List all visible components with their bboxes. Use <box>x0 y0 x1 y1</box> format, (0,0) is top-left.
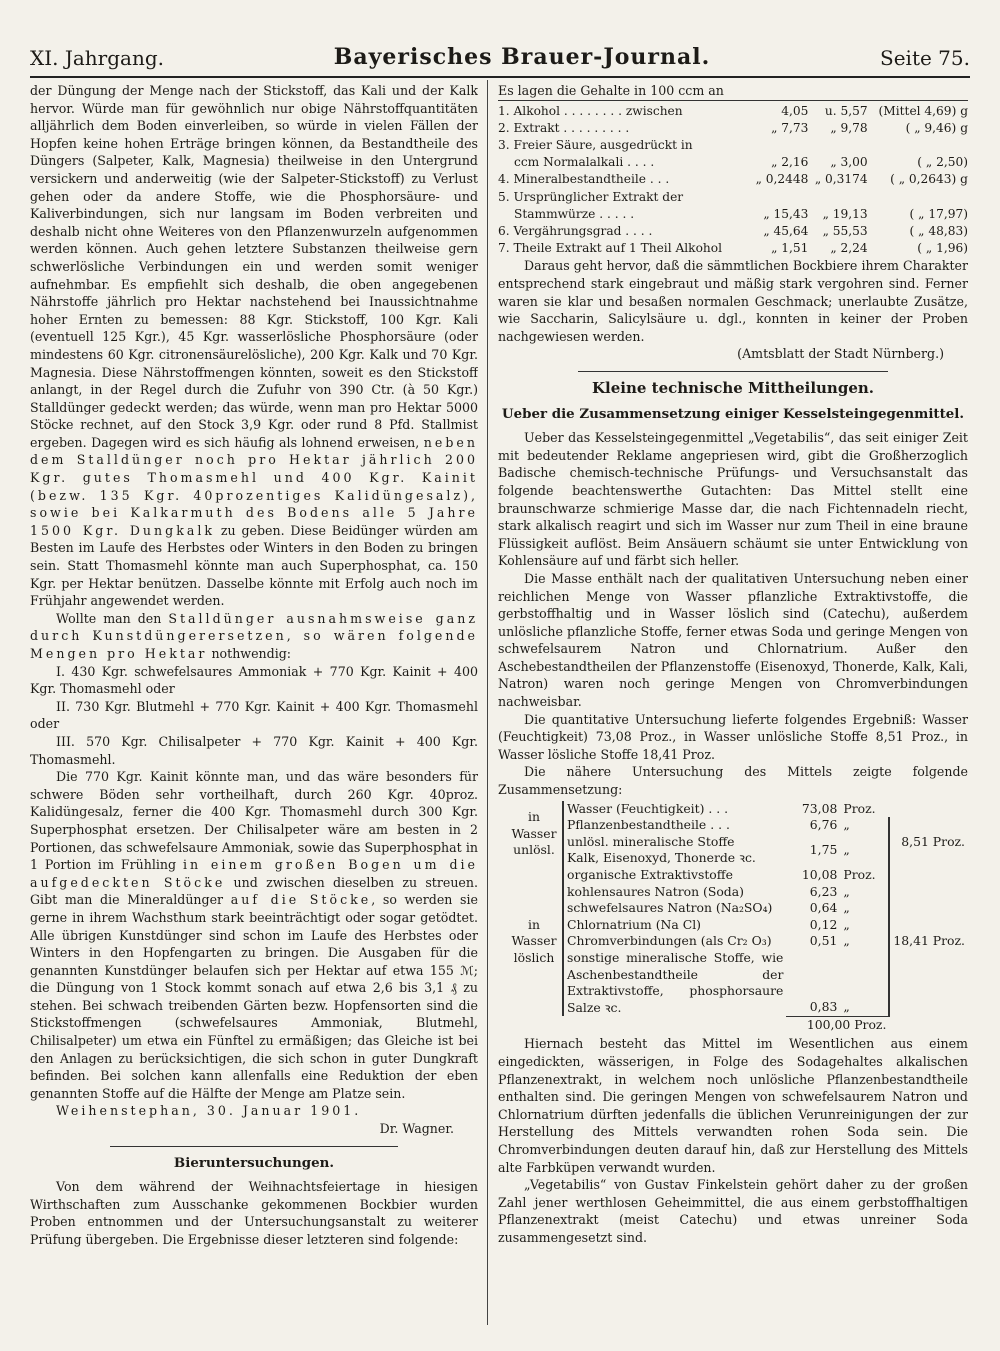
row-value <box>868 137 968 154</box>
row-value <box>749 189 808 206</box>
row-value: 0,83 <box>809 999 838 1015</box>
group-label: in Wasser löslich <box>511 916 557 965</box>
row-value: „ 3,00 <box>830 155 868 170</box>
row-value: „ 7,73 <box>771 120 809 135</box>
table-row <box>498 206 968 223</box>
row-value: ( „ 48,83) <box>909 224 968 239</box>
section-heading: Bieruntersuchungen. <box>173 1154 335 1171</box>
row-value: 6,76 <box>809 817 838 833</box>
row-label: sonstige mineralische Stoffe, wie Aschenbestandtheile der Extraktivstoffe, phosphorsaure Salze ꝛc. <box>563 950 786 1016</box>
row-label: 1. Alkohol . . . . . . . . zwischen <box>498 103 683 118</box>
row-label: 4. Mineralbestandtheile . . . <box>498 172 670 187</box>
row-value: „ 55,53 <box>822 224 868 239</box>
right-column <box>498 82 968 1323</box>
row-value: „ 2,16 <box>771 155 809 170</box>
table-caption: Es lagen die Gehalte in 100 ccm an <box>498 82 968 101</box>
row-value: ( „ 2,50) <box>917 155 968 170</box>
row-value: 10,08 <box>801 867 838 883</box>
row-value: 6,23 <box>809 883 838 899</box>
row-label: Pflanzenbestandtheile . . . <box>563 817 786 834</box>
paragraph: Daraus geht hervor, daß die sämmtlichen Bockbiere ihrem Charakter entsprechend stark eingebraut und mäßig stark vergohren sind. Ferner waren sie klar und besaßen normalen Geschmack; unerlaubte Zusätze, wie Saccharin, Salicylsäure u. dgl., konnten in keiner der Proben nachgewiesen werden. <box>498 258 968 344</box>
row-unit: Proz. <box>840 867 889 884</box>
row-unit: „ <box>840 817 889 834</box>
page-number: Seite 75. <box>880 46 970 70</box>
row-label: 5. Ursprünglicher Extrakt der <box>498 189 684 204</box>
author-signature: Dr. Wagner. <box>379 1121 454 1137</box>
beer-analysis-table <box>498 103 968 258</box>
page-header <box>30 36 970 78</box>
row-value: ( „ 9,46) g <box>905 120 968 135</box>
paragraph: „Vegetabilis“ von Gustav Finkelstein gehört daher zu der großen Zahl jener werthlosen Geheimmittel, die aus einem gerbstoffhaltigen Pflanzenextrakt (meist Catechu) und etwas unreiner Soda zusammengesetzt sind. <box>498 1177 968 1245</box>
row-label: 6. Vergährungsgrad . . . . <box>498 224 653 239</box>
row-value: (Mittel 4,69) g <box>878 103 968 118</box>
row-label: Chromverbindungen (als Cr₂ O₃) <box>563 933 786 950</box>
paragraph: Die nähere Untersuchung des Mittels zeigte folgende Zusammensetzung: <box>498 764 968 798</box>
table-row <box>506 817 968 834</box>
row-value: „ 1,51 <box>771 241 809 256</box>
group-sum: 8,51 Proz. <box>901 833 965 849</box>
section-subheading: Ueber die Zusammensetzung einiger Kesselsteingegenmittel. <box>501 405 965 422</box>
paragraph: Die 770 Kgr. Kainit könnte man, und das wäre besonders für schwere Böden sehr vortheilhaft, durch 260 Kgr. 40proz. Kalidüngesalz, ferner die 400 Kgr. Thomasmehl durch 300 Kgr. Superphosphat ersetzen. Der Chilisalpeter wäre am besten in 2 Portionen, das schwefelsaure Ammoniak, sowie das Superphosphat in 1 Portion im Frühling in einem großen Bogen um die aufgedeckten Stöcke und zwischen dieselben zu streuen. Gibt man die Mineraldünger auf die Stöcke, so werden sie gerne in ihrem Wachsthum stark beeinträchtigt oder sogar getödtet. Alle übrigen Kunstdünger sind schon im Laufe des Herbstes oder Winters in den Hopfengarten zu bringen. Die Ausgaben für die genannten Kunstdünger belaufen sich per Hektar auf etwa 155 ℳ; die Düngung von 1 Stock kommt sonach auf etwa 2,6 bis 3,1 ₰ zu stehen. Bei schwach treibenden Gärten bezw. Hopfensorten sind die Stickstoffmengen (schwefelsaures Ammoniak, Blutmehl, Chilisalpeter) um etwa ein Fünftel zu ermäßigen; das Gleiche ist bei den Anlagen zu berücksichtigen, die sich schon in guter Dungkraft befinden. Bei solchen kann allenfalls eine Reduktion der eben genannten Stoffe auf die Hälfte der Menge am Platze sein. <box>30 769 478 1101</box>
paragraph: Von dem während der Weihnachtsfeiertage in hiesigen Wirthschaften zum Ausschanke gekommenen Bockbier wurden Proben entnommen und der Untersuchungsanstalt zu weiterer Prüfung übergeben. Die Ergebnisse dieser letzteren sind folgende: <box>30 1179 478 1247</box>
row-value: ( „ 0,2643) g <box>890 172 968 187</box>
row-unit: Proz. <box>843 800 876 816</box>
group-sum: 18,41 Proz. <box>893 933 965 949</box>
table-row <box>498 120 968 137</box>
column-divider <box>487 80 488 1325</box>
composition-total: 100,00 Proz. <box>786 1016 889 1033</box>
row-value <box>868 189 968 206</box>
section-rule <box>578 371 888 372</box>
journal-title: Bayerisches Brauer-Journal. <box>333 44 711 70</box>
composition-table <box>506 801 968 1034</box>
section-rule <box>110 1146 398 1147</box>
option-3: III. 570 Kgr. Chilisalpeter + 770 Kgr. Kainit + 400 Kgr. Thomasmehl. <box>30 733 478 767</box>
row-label: 2. Extrakt . . . . . . . . . <box>498 120 630 135</box>
option-2: II. 730 Kgr. Blutmehl + 770 Kgr. Kainit + 400 Kgr. Thomasmehl oder <box>30 698 478 732</box>
table-row <box>506 867 968 884</box>
row-value: ( „ 17,97) <box>909 206 968 221</box>
row-value: 4,05 <box>781 103 809 118</box>
row-value: „ 45,64 <box>763 224 809 239</box>
option-1: I. 430 Kgr. schwefelsaures Ammoniak + 770 Kgr. Kainit + 400 Kgr. Thomasmehl oder <box>30 663 478 697</box>
row-label: ccm Normalalkali . . . . <box>514 155 655 170</box>
row-value: „ 2,24 <box>830 241 868 256</box>
row-value: ( „ 1,96) <box>917 241 968 256</box>
row-label: Kalk, Eisenoxyd, Thonerde ꝛc. <box>563 850 786 867</box>
row-value: 73,08 <box>801 800 838 816</box>
row-unit: „ <box>840 900 889 917</box>
section-heading: Kleine technische Mittheilungen. <box>592 378 874 397</box>
row-value: „ 9,78 <box>830 120 868 135</box>
row-label: Wasser (Feuchtigkeit) . . . <box>563 801 786 818</box>
table-row <box>498 154 968 171</box>
row-label: schwefelsaures Natron (Na₂SO₄) <box>563 900 786 917</box>
row-unit: „ <box>840 950 889 1016</box>
table-row <box>498 103 968 120</box>
paragraph: Die Masse enthält nach der qualitativen Untersuchung neben einer reichlichen Menge von Wasser pflanzliche Extraktivstoffe, die gerbstoffhaltig und in Wasser löslich sind (Catechu), außerdem unlösliche pflanzliche Stoffe, ferner etwas Soda und geringe Mengen von schwefelsaurem Natron und Chlornatrium. Außer den Aschebestandtheilen der Pflanzenstoffe (Eisenoxyd, Thonerde, Kalk, Kali, Natron) waren noch geringe Mengen von Chromverbindungen nachweisbar. <box>498 570 968 710</box>
paragraph: Wollte man den Stalldünger ausnahmsweise ganz durch Kunstdüngerersetzen, so wären folgende Mengen pro Hektar nothwendig: <box>30 610 478 661</box>
row-label: 3. Freier Säure, ausgedrückt in <box>498 138 693 152</box>
row-value <box>808 189 867 206</box>
row-label: 7. Theile Extrakt auf 1 Theil Alkohol <box>498 241 722 256</box>
paragraph: Hiernach besteht das Mittel im Wesentlichen aus einem eingedickten, wässerigen, in Folge des Sodagehaltes alkalischen Pflanzenextrakt, in welchem noch unlösliche Pflanzenbestandtheile enthalten sind. Die geringen Mengen von schwefelsaurem Natron und Chlornatrium dürften jedenfalls die üblichen Verunreinigungen der zur Herstellung des Mittels verwandten rohen Soda sein. Die Chromverbindungen deuten darauf hin, daß zur Herstellung des Mittels alte Farbküpen verwandt wurden. <box>498 1036 968 1175</box>
table-row <box>506 801 968 818</box>
paragraph: Die quantitative Untersuchung lieferte folgendes Ergebniß: Wasser (Feuchtigkeit) 73,08 Proz., in Wasser unlösliche Stoffe 8,51 Proz., in Wasser lösliche Stoffe 18,41 Proz. <box>498 711 968 762</box>
group-label: in Wasser unlösl. <box>511 808 557 858</box>
row-label: Stammwürze . . . . . <box>514 206 635 221</box>
dateline: Weihenstephan, 30. Januar 1901. <box>56 1103 362 1119</box>
row-value: „ 0,3174 <box>814 172 868 187</box>
row-value: „ 19,13 <box>822 206 868 221</box>
table-row <box>498 223 968 240</box>
row-value <box>808 137 867 154</box>
row-value: 1,75 <box>809 842 838 858</box>
table-row <box>498 189 968 206</box>
row-value: „ 0,2448 <box>755 172 809 187</box>
row-label: unlösl. mineralische Stoffe <box>563 834 786 851</box>
paragraph: Ueber das Kesselsteingegenmittel „Vegetabilis“, das seit einiger Zeit mit bedeutender Reklame angepriesen wird, gibt die Großherzoglich Badische chemisch-technische Prüfungs- und Versuchsanstalt das folgende beachtenswerthe Gutachten: Das Mittel stellt eine braunschwarze schmierige Masse dar, die nach Fichtennadeln riecht, stark alkalisch reagirt und sich im Wasser nur zum Theil in eine braune Flüssigkeit auflöst. Beim Ansäuern schäumt sie unter Entwicklung von Kohlensäure auf und färbt sich heller. <box>498 430 968 569</box>
table-row <box>498 137 968 154</box>
row-unit: „ <box>840 834 889 867</box>
table-row <box>498 171 968 188</box>
row-label: kohlensaures Natron (Soda) <box>563 884 786 901</box>
row-label: Chlornatrium (Na Cl) <box>563 917 786 934</box>
row-unit: „ <box>840 884 889 901</box>
row-value <box>749 137 808 154</box>
row-unit: „ <box>840 933 889 950</box>
row-value: 0,12 <box>809 916 838 932</box>
row-label: organische Extraktivstoffe <box>563 867 786 884</box>
row-value: u. 5,57 <box>824 103 868 118</box>
row-value: 0,51 <box>809 933 838 949</box>
table-row <box>498 240 968 257</box>
table-row <box>506 1016 968 1033</box>
left-column <box>30 82 478 1323</box>
volume-label: XI. Jahrgang. <box>30 46 165 70</box>
row-unit: „ <box>840 917 889 934</box>
row-value: „ 15,43 <box>763 206 809 221</box>
source-citation: (Amtsblatt der Stadt Nürnberg.) <box>737 346 944 362</box>
paragraph: der Düngung der Menge nach der Stickstoff, das Kali und der Kalk hervor. Würde man für gewöhnlich nur obige Nährstoffquantitäten alljährlich dem Boden einverleiben, so würde in vielen Fällen der Hopfen keine hohen Erträge bringen können, da Bestandtheile des Düngers (Salpeter, Kalk, Magnesia) theilweise in den Untergrund versickern und anderweitig (wie der Salpeter-Stickstoff) zu Verlust gehen oder da andere Stoffe, wie die Phosphorsäure- und Kaliverbindungen, sich nur langsam im Boden verbreiten und deshalb nicht ohne Weiteres von den Pflanzenwurzeln aufgenommen werden können. Auch gehen letztere Substanzen theilweise gern schwerlösliche Verbindungen ein und werden somit weniger aufnehmbar. Es empfiehlt sich deshalb, die oben angegebenen Nährstoffe jährlich pro Hektar nachstehend bei Inaussichtnahme hoher Ernten zu bemessen: 88 Kgr. Stickstoff, 100 Kgr. Kali (eventuell 125 Kgr.), 45 Kgr. wasserlösliche Phosphorsäure (oder mindestens 60 Kgr. citronensäurelösliche), 200 Kgr. Kalk und 70 Kgr. Magnesia. Diese Nährstoffmengen könnten, soweit es den Stickstoff anlangt, in der Regel durch die Zufuhr von 390 Ctr. (à 50 Kgr.) Stalldünger gedeckt werden; das würde, wenn man pro Hektar 5000 Stöcke rechnet, auf den Stock 3,9 Kgr. oder rund 8 Pfd. Stallmist ergeben. Dagegen wird es sich häufig als lohnend erweisen, neben dem Stalldünger noch pro Hektar jährlich 200 Kgr. gutes Thomasmehl und 400 Kgr. Kainit (bezw. 135 Kgr. 40prozentiges Kalidüngesalz), sowie bei Kalkarmuth des Bodens alle 5 Jahre 1500 Kgr. Dungkalk zu geben. Diese Beidünger würden am Besten im Laufe des Herbstes oder Winters in den Boden zu bringen sein. Statt Thomasmehl könnte man auch Superphosphat, ca. 150 Kgr. per Hektar benützen. Dasselbe könnte mit Erfolg auch noch im Frühjahr angewendet werden. <box>30 83 478 609</box>
row-value: 0,64 <box>809 900 838 916</box>
